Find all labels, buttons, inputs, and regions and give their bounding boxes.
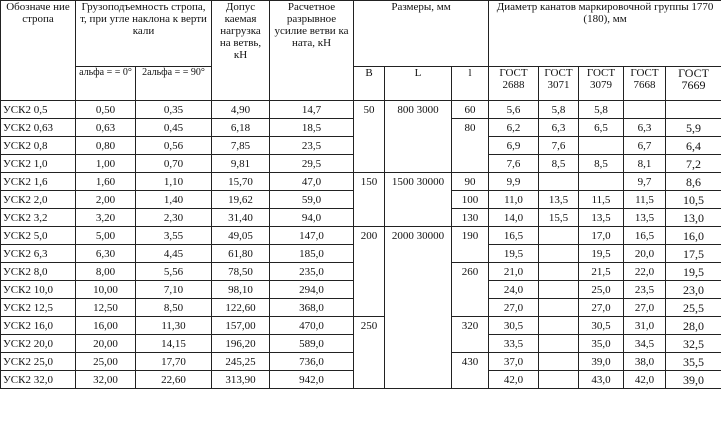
cell-capacity-90: 11,30 bbox=[136, 317, 212, 335]
cell-gost-3071 bbox=[539, 245, 579, 263]
cell-gost-3079 bbox=[579, 173, 624, 191]
cell-allowable-load: 6,18 bbox=[212, 119, 270, 137]
cell-capacity-90: 0,35 bbox=[136, 101, 212, 119]
cell-gost-7669 bbox=[666, 101, 721, 119]
cell-capacity-0: 0,80 bbox=[76, 137, 136, 155]
cell-gost-7669: 23,0 bbox=[666, 281, 721, 299]
cell-gost-7669: 39,0 bbox=[666, 371, 721, 389]
header-designation: Обозначе ние стропа bbox=[1, 1, 76, 101]
cell-gost-7668: 16,5 bbox=[624, 227, 666, 245]
cell-gost-2688: 14,0 bbox=[489, 209, 539, 227]
cell-gost-3079: 25,0 bbox=[579, 281, 624, 299]
cell-allowable-load: 61,80 bbox=[212, 245, 270, 263]
cell-dim-b: 250 bbox=[354, 317, 385, 389]
cell-gost-7668: 31,0 bbox=[624, 317, 666, 335]
cell-gost-7669: 13,0 bbox=[666, 209, 721, 227]
cell-capacity-90: 1,40 bbox=[136, 191, 212, 209]
cell-breaking-force: 470,0 bbox=[270, 317, 354, 335]
table-header bbox=[1, 1, 721, 101]
cell-gost-7668: 20,0 bbox=[624, 245, 666, 263]
cell-gost-3079: 39,0 bbox=[579, 353, 624, 371]
cell-gost-3071 bbox=[539, 335, 579, 353]
cell-gost-7669: 25,5 bbox=[666, 299, 721, 317]
cell-gost-2688: 6,2 bbox=[489, 119, 539, 137]
cell-breaking-force: 14,7 bbox=[270, 101, 354, 119]
cell-gost-3079: 43,0 bbox=[579, 371, 624, 389]
header-dim-b: B bbox=[354, 67, 385, 101]
cell-gost-7668: 42,0 bbox=[624, 371, 666, 389]
cell-capacity-0: 16,00 bbox=[76, 317, 136, 335]
cell-gost-7669: 17,5 bbox=[666, 245, 721, 263]
cell-gost-7668: 23,5 bbox=[624, 281, 666, 299]
cell-gost-3071 bbox=[539, 263, 579, 281]
header-angle-90: 2альфа = = 90° bbox=[136, 67, 212, 101]
cell-designation: УСК2 16,0 bbox=[1, 317, 76, 335]
cell-gost-2688: 30,5 bbox=[489, 317, 539, 335]
table-row bbox=[1, 173, 721, 191]
cell-breaking-force: 942,0 bbox=[270, 371, 354, 389]
cell-gost-3071 bbox=[539, 281, 579, 299]
cell-gost-2688: 9,9 bbox=[489, 173, 539, 191]
cell-capacity-0: 12,50 bbox=[76, 299, 136, 317]
cell-gost-3079: 27,0 bbox=[579, 299, 624, 317]
cell-breaking-force: 294,0 bbox=[270, 281, 354, 299]
header-gost-7669: ГОСТ 7669 bbox=[666, 67, 721, 101]
cell-dim-b: 50 bbox=[354, 101, 385, 173]
cell-capacity-90: 17,70 bbox=[136, 353, 212, 371]
cell-dim-l: 190 bbox=[452, 227, 489, 263]
cell-gost-3071 bbox=[539, 173, 579, 191]
cell-designation: УСК2 10,0 bbox=[1, 281, 76, 299]
cell-gost-7669: 5,9 bbox=[666, 119, 721, 137]
cell-gost-7668: 6,3 bbox=[624, 119, 666, 137]
cell-gost-7668: 8,1 bbox=[624, 155, 666, 173]
cell-gost-7668: 6,7 bbox=[624, 137, 666, 155]
cell-capacity-0: 32,00 bbox=[76, 371, 136, 389]
cell-gost-3071: 8,5 bbox=[539, 155, 579, 173]
cell-gost-7669: 10,5 bbox=[666, 191, 721, 209]
table-row bbox=[1, 227, 721, 245]
cell-designation: УСК2 1,6 bbox=[1, 173, 76, 191]
header-breaking-force: Расчетное разрывное усилие ветви ка ната, кН bbox=[270, 1, 354, 101]
cell-dim-b: 150 bbox=[354, 173, 385, 227]
cell-dim-l: 60 bbox=[452, 101, 489, 119]
cell-gost-3071 bbox=[539, 317, 579, 335]
cell-allowable-load: 313,90 bbox=[212, 371, 270, 389]
cell-gost-2688: 37,0 bbox=[489, 353, 539, 371]
cell-gost-3079: 21,5 bbox=[579, 263, 624, 281]
cell-allowable-load: 4,90 bbox=[212, 101, 270, 119]
cell-capacity-90: 3,55 bbox=[136, 227, 212, 245]
cell-dim-b: 200 bbox=[354, 227, 385, 317]
cell-gost-3071 bbox=[539, 299, 579, 317]
cell-capacity-0: 3,20 bbox=[76, 209, 136, 227]
cell-capacity-90: 7,10 bbox=[136, 281, 212, 299]
cell-gost-2688: 16,5 bbox=[489, 227, 539, 245]
cell-gost-7668: 22,0 bbox=[624, 263, 666, 281]
cell-allowable-load: 19,62 bbox=[212, 191, 270, 209]
cell-gost-7669: 8,6 bbox=[666, 173, 721, 191]
cell-designation: УСК2 20,0 bbox=[1, 335, 76, 353]
table-row bbox=[1, 101, 721, 119]
header-dimensions: Размеры, мм bbox=[354, 1, 489, 67]
cell-gost-2688: 42,0 bbox=[489, 371, 539, 389]
cell-capacity-0: 1,00 bbox=[76, 155, 136, 173]
cell-gost-3071: 5,8 bbox=[539, 101, 579, 119]
cell-designation: УСК2 32,0 bbox=[1, 371, 76, 389]
header-angle-0: альфа = = 0° bbox=[76, 67, 136, 101]
cell-designation: УСК2 6,3 bbox=[1, 245, 76, 263]
cell-designation: УСК2 1,0 bbox=[1, 155, 76, 173]
cell-breaking-force: 59,0 bbox=[270, 191, 354, 209]
cell-gost-2688: 11,0 bbox=[489, 191, 539, 209]
cell-dim-L: 2000 30000 bbox=[385, 227, 452, 389]
cell-breaking-force: 235,0 bbox=[270, 263, 354, 281]
header-dim-L: L bbox=[385, 67, 452, 101]
cell-breaking-force: 185,0 bbox=[270, 245, 354, 263]
cell-designation: УСК2 5,0 bbox=[1, 227, 76, 245]
cell-gost-7669: 35,5 bbox=[666, 353, 721, 371]
cell-gost-7669: 32,5 bbox=[666, 335, 721, 353]
cell-breaking-force: 23,5 bbox=[270, 137, 354, 155]
cell-allowable-load: 245,25 bbox=[212, 353, 270, 371]
cell-gost-3079: 30,5 bbox=[579, 317, 624, 335]
cell-capacity-90: 0,70 bbox=[136, 155, 212, 173]
cell-breaking-force: 147,0 bbox=[270, 227, 354, 245]
cell-gost-7669: 28,0 bbox=[666, 317, 721, 335]
cell-capacity-90: 4,45 bbox=[136, 245, 212, 263]
cell-allowable-load: 7,85 bbox=[212, 137, 270, 155]
cell-designation: УСК2 0,63 bbox=[1, 119, 76, 137]
cell-dim-l: 80 bbox=[452, 119, 489, 173]
cell-allowable-load: 78,50 bbox=[212, 263, 270, 281]
cell-gost-3071 bbox=[539, 353, 579, 371]
cell-gost-2688: 24,0 bbox=[489, 281, 539, 299]
cell-allowable-load: 31,40 bbox=[212, 209, 270, 227]
cell-gost-3071 bbox=[539, 227, 579, 245]
cell-capacity-0: 2,00 bbox=[76, 191, 136, 209]
cell-gost-2688: 21,0 bbox=[489, 263, 539, 281]
cell-capacity-90: 0,56 bbox=[136, 137, 212, 155]
cell-capacity-0: 6,30 bbox=[76, 245, 136, 263]
cell-breaking-force: 29,5 bbox=[270, 155, 354, 173]
cell-designation: УСК2 0,8 bbox=[1, 137, 76, 155]
cell-breaking-force: 94,0 bbox=[270, 209, 354, 227]
cell-capacity-90: 0,45 bbox=[136, 119, 212, 137]
header-gost-3079: ГОСТ 3079 bbox=[579, 67, 624, 101]
cell-gost-7668: 27,0 bbox=[624, 299, 666, 317]
cell-dim-l: 260 bbox=[452, 263, 489, 317]
cell-allowable-load: 122,60 bbox=[212, 299, 270, 317]
cell-designation: УСК2 3,2 bbox=[1, 209, 76, 227]
cell-gost-3079: 35,0 bbox=[579, 335, 624, 353]
cell-capacity-90: 1,10 bbox=[136, 173, 212, 191]
cell-capacity-90: 8,50 bbox=[136, 299, 212, 317]
cell-gost-3079: 19,5 bbox=[579, 245, 624, 263]
cell-capacity-0: 5,00 bbox=[76, 227, 136, 245]
cell-breaking-force: 18,5 bbox=[270, 119, 354, 137]
cell-gost-7668: 38,0 bbox=[624, 353, 666, 371]
cell-breaking-force: 736,0 bbox=[270, 353, 354, 371]
table-row bbox=[1, 317, 721, 335]
cell-dim-l: 320 bbox=[452, 317, 489, 353]
cell-gost-3071: 13,5 bbox=[539, 191, 579, 209]
cell-allowable-load: 196,20 bbox=[212, 335, 270, 353]
cell-capacity-0: 0,63 bbox=[76, 119, 136, 137]
cell-gost-3071 bbox=[539, 371, 579, 389]
cell-dim-l: 90 bbox=[452, 173, 489, 191]
cell-gost-3079: 6,5 bbox=[579, 119, 624, 137]
cell-gost-7669: 16,0 bbox=[666, 227, 721, 245]
header-allowable-load: Допус каемая нагрузка на ветвь, кН bbox=[212, 1, 270, 101]
cell-capacity-90: 14,15 bbox=[136, 335, 212, 353]
cell-dim-L: 1500 30000 bbox=[385, 173, 452, 227]
cell-gost-3079 bbox=[579, 137, 624, 155]
cell-designation: УСК2 2,0 bbox=[1, 191, 76, 209]
cell-gost-7668: 9,7 bbox=[624, 173, 666, 191]
cell-designation: УСК2 0,5 bbox=[1, 101, 76, 119]
cell-capacity-0: 1,60 bbox=[76, 173, 136, 191]
cell-gost-3079: 8,5 bbox=[579, 155, 624, 173]
cell-dim-l: 130 bbox=[452, 209, 489, 227]
cell-capacity-0: 10,00 bbox=[76, 281, 136, 299]
cell-allowable-load: 15,70 bbox=[212, 173, 270, 191]
cell-allowable-load: 49,05 bbox=[212, 227, 270, 245]
cell-gost-3071: 7,6 bbox=[539, 137, 579, 155]
cell-allowable-load: 98,10 bbox=[212, 281, 270, 299]
cell-gost-3079: 17,0 bbox=[579, 227, 624, 245]
header-dim-l: l bbox=[452, 67, 489, 101]
cell-capacity-0: 20,00 bbox=[76, 335, 136, 353]
cell-capacity-90: 5,56 bbox=[136, 263, 212, 281]
cell-breaking-force: 47,0 bbox=[270, 173, 354, 191]
cell-gost-7669: 7,2 bbox=[666, 155, 721, 173]
header-gost-7668: ГОСТ 7668 bbox=[624, 67, 666, 101]
header-rope-diameter: Диаметр канатов маркировочной группы 1770 (180), мм bbox=[489, 1, 721, 67]
cell-capacity-90: 22,60 bbox=[136, 371, 212, 389]
cell-gost-3079: 11,5 bbox=[579, 191, 624, 209]
header-gost-2688: ГОСТ 2688 bbox=[489, 67, 539, 101]
cell-gost-7668: 13,5 bbox=[624, 209, 666, 227]
cell-gost-2688: 6,9 bbox=[489, 137, 539, 155]
cell-gost-2688: 19,5 bbox=[489, 245, 539, 263]
cell-breaking-force: 589,0 bbox=[270, 335, 354, 353]
cell-gost-7668: 11,5 bbox=[624, 191, 666, 209]
cell-capacity-90: 2,30 bbox=[136, 209, 212, 227]
cell-gost-7669: 6,4 bbox=[666, 137, 721, 155]
cell-gost-7668 bbox=[624, 101, 666, 119]
header-gost-3071: ГОСТ 3071 bbox=[539, 67, 579, 101]
cell-capacity-0: 8,00 bbox=[76, 263, 136, 281]
header-capacity: Грузоподъемность стропа, т, при угле наклона к верти кали bbox=[76, 1, 212, 67]
cell-designation: УСК2 8,0 bbox=[1, 263, 76, 281]
cell-dim-L: 800 3000 bbox=[385, 101, 452, 173]
cell-designation: УСК2 12,5 bbox=[1, 299, 76, 317]
table-body bbox=[1, 101, 721, 389]
cell-gost-2688: 33,5 bbox=[489, 335, 539, 353]
cell-gost-3079: 5,8 bbox=[579, 101, 624, 119]
cell-designation: УСК2 25,0 bbox=[1, 353, 76, 371]
cell-gost-3071: 15,5 bbox=[539, 209, 579, 227]
cell-gost-2688: 27,0 bbox=[489, 299, 539, 317]
cell-gost-3071: 6,3 bbox=[539, 119, 579, 137]
cell-gost-2688: 5,6 bbox=[489, 101, 539, 119]
cell-capacity-0: 0,50 bbox=[76, 101, 136, 119]
cell-gost-7668: 34,5 bbox=[624, 335, 666, 353]
cell-capacity-0: 25,00 bbox=[76, 353, 136, 371]
cell-breaking-force: 368,0 bbox=[270, 299, 354, 317]
cell-gost-2688: 7,6 bbox=[489, 155, 539, 173]
cell-gost-3079: 13,5 bbox=[579, 209, 624, 227]
cell-gost-7669: 19,5 bbox=[666, 263, 721, 281]
cell-dim-l: 100 bbox=[452, 191, 489, 209]
cell-dim-l: 430 bbox=[452, 353, 489, 389]
cell-allowable-load: 157,00 bbox=[212, 317, 270, 335]
cell-allowable-load: 9,81 bbox=[212, 155, 270, 173]
